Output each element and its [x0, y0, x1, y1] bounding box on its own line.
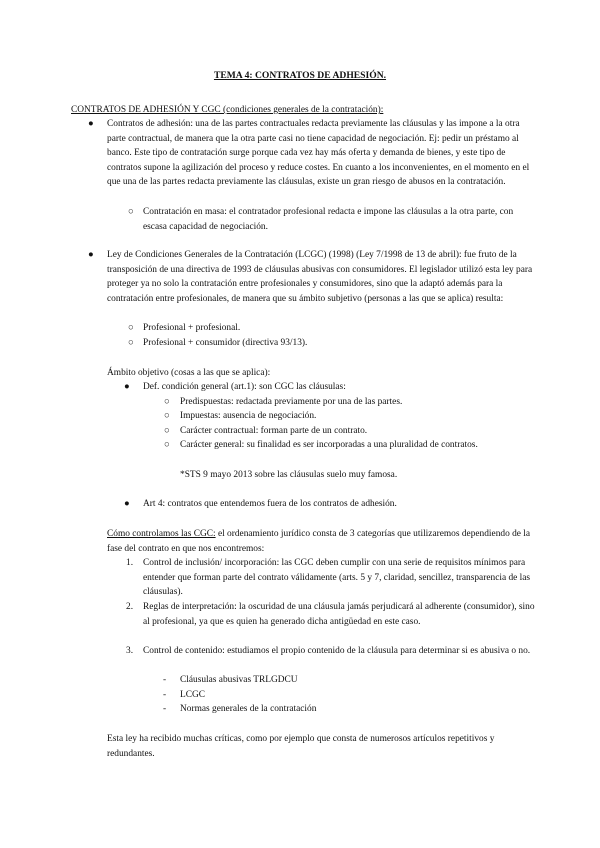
list-item	[164, 424, 520, 439]
bullet-text: Carácter general: su finalidad es ser incorporadas a una pluralidad de contratos.	[180, 440, 478, 450]
circle-bullet-icon: ○	[128, 338, 134, 348]
dash-bullet-icon: -	[163, 675, 167, 685]
list-item	[88, 248, 537, 306]
section-heading: CONTRATOS DE ADHESIÓN Y CGC (condiciones generales de la contratación):	[71, 105, 384, 115]
closing-paragraph: Esta ley ha recibido muchas críticas, como por ejemplo que consta de numerosos artículos repetitivos y redundantes.	[107, 734, 495, 759]
bullet-text: Profesional + consumidor (directiva 93/13).	[143, 338, 308, 348]
bullet-text: Impuestas: ausencia de negociación.	[180, 411, 317, 421]
list-number: 1.	[126, 558, 134, 568]
bullet-text: Art 4: contratos que entendemos fuera de los contratos de adhesión.	[143, 499, 397, 509]
bullet-icon: ●	[124, 382, 130, 392]
list-item	[163, 688, 520, 703]
ambito-intro: Ámbito objetivo (cosas a las que se aplica):	[107, 368, 271, 378]
bullet-text: Predispuestas: redactada previamente por una de las partes.	[180, 397, 403, 407]
list-item	[124, 497, 535, 512]
bullet-text: Profesional + profesional.	[143, 323, 241, 333]
list-number: 2.	[126, 602, 134, 612]
circle-bullet-icon: ○	[164, 426, 170, 436]
item-text: Control de contenido: estudiamos el propio contenido de la cláusula para determinar si es abusiva o no.	[143, 646, 531, 656]
control-intro: el ordenamiento jurídico consta de 3 categorías que utilizaremos dependiendo de la fase del contrato en que nos encontremos:	[107, 529, 531, 554]
bullet-text: Contratos de adhesión: una de las partes contractuales redacta previamente las cláusulas y las impone a la otra parte contractual, de manera que la otra parte casi no tiene capacidad de negociación. Ej: pedir un préstamo al banco. Este tipo de contratación surge porque cada vez hay más oferta y demanda de bienes, y este tipo de contratos supone la agilización del proceso y reduce costes. En cuanto a los inconvenientes, en el momento en el que una de las partes redacta previamente las cláusulas, existe un gran riesgo de abusos en la contratación.	[107, 119, 530, 188]
bullet-icon: ●	[88, 250, 94, 260]
control-paragraph	[107, 527, 537, 556]
list-item	[163, 702, 520, 717]
item-text: Normas generales de la contratación	[180, 704, 317, 714]
circle-bullet-icon: ○	[164, 411, 170, 421]
circle-bullet-icon: ○	[128, 323, 134, 333]
control-heading: Cómo controlamos las CGC:	[107, 529, 216, 539]
list-item	[128, 321, 535, 336]
list-item	[124, 380, 535, 395]
item-text: Cláusulas abusivas TRLGDCU	[180, 675, 298, 685]
circle-bullet-icon: ○	[128, 207, 134, 217]
list-item	[164, 438, 480, 453]
page-title: TEMA 4: CONTRATOS DE ADHESIÓN.	[213, 70, 387, 81]
circle-bullet-icon: ○	[164, 440, 170, 450]
bullet-icon: ●	[88, 119, 94, 129]
item-text: Reglas de interpretación: la oscuridad de una cláusula jamás perjudicará al adherente (consumidor), sino al profesional, ya que es quien ha generado dicha antigüedad en este caso.	[143, 602, 535, 627]
list-item	[163, 673, 520, 688]
item-text: LCGC	[180, 690, 206, 700]
list-item	[88, 117, 537, 190]
circle-bullet-icon: ○	[164, 397, 170, 407]
list-item	[128, 205, 535, 234]
list-item	[126, 644, 537, 659]
bullet-text: Ley de Condiciones Generales de la Contratación (LCGC) (1998) (Ley 7/1998 de 13 de abril): fue fruto de la transposición de una directiva de 1993 de cláusulas abusivas con consumidores. El legislador utilizó esta ley para proteger ya no solo la contratación entre profesionales y consumidores, sino que la adaptó además para la contratación entre profesionales, de manera que su ámbito subjetivo (personas a las que se aplica) resulta:	[107, 250, 533, 304]
list-item	[164, 395, 520, 410]
list-item	[126, 600, 537, 629]
list-item	[164, 409, 520, 424]
list-item	[128, 336, 535, 351]
dash-bullet-icon: -	[163, 690, 167, 700]
bullet-text: Def. condición general (art.1): son CGC las cláusulas:	[143, 382, 346, 392]
item-text: Control de inclusión/ incorporación: las CGC deben cumplir con una serie de requisitos mínimos para entender que forman parte del contrato válidamente (arts. 5 y 7, claridad, sencillez, transparencia de las cláusulas).	[143, 558, 531, 598]
list-item	[126, 556, 537, 600]
bullet-icon: ●	[124, 499, 130, 509]
dash-bullet-icon: -	[163, 704, 167, 714]
list-number: 3.	[126, 646, 134, 656]
bullet-text: Carácter contractual: forman parte de un contrato.	[180, 426, 368, 436]
note-text: *STS 9 mayo 2013 sobre las cláusulas suelo muy famosa.	[180, 470, 398, 480]
bullet-text: Contratación en masa: el contratador profesional redacta e impone las cláusulas a la otra parte, con escasa capacidad de negociación.	[143, 207, 514, 232]
